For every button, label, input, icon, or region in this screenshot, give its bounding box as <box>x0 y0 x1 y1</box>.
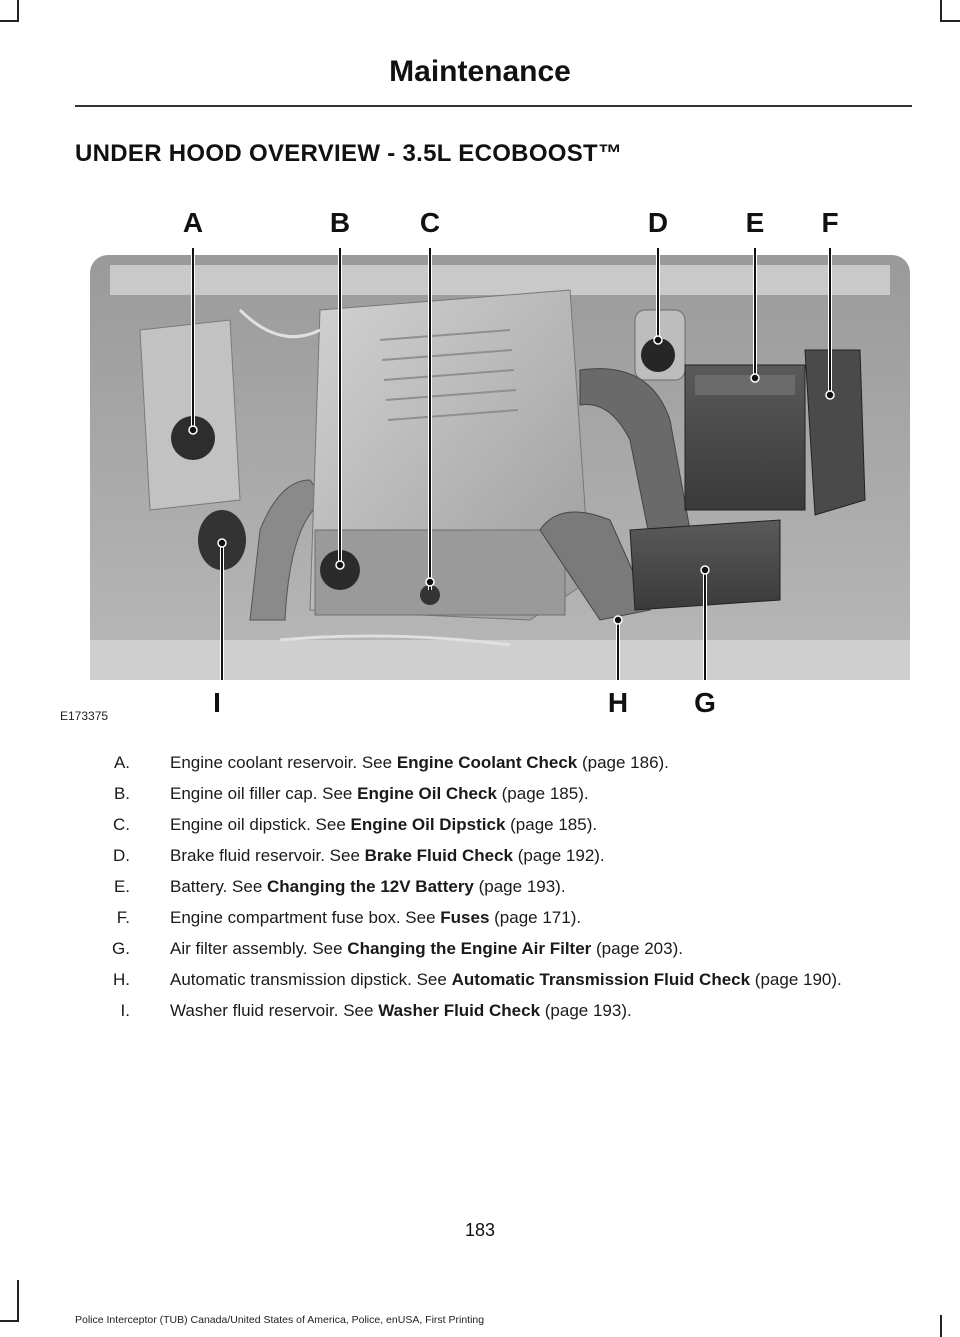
page-heading: UNDER HOOD OVERVIEW - 3.5L ECOBOOST™ <box>75 140 623 167</box>
engine-bay-figure <box>60 200 910 723</box>
legend-description: Brake fluid reservoir. See Brake Fluid Check (page 192). <box>170 846 605 865</box>
cross-reference-link[interactable]: Engine Oil Dipstick <box>350 815 506 834</box>
callout-label: B <box>329 207 351 238</box>
legend-description: Engine compartment fuse box. See Fuses (page 171). <box>170 908 582 927</box>
legend-item <box>75 969 915 991</box>
callout-label: H <box>607 687 629 718</box>
cross-reference-link[interactable]: Brake Fluid Check <box>364 846 513 865</box>
callout-label: D <box>647 207 669 238</box>
cross-reference-link[interactable]: Automatic Transmission Fluid Check <box>451 970 751 989</box>
cross-reference-link[interactable]: Changing the Engine Air Filter <box>347 939 592 958</box>
legend-description: Engine oil filler cap. See Engine Oil Check (page 185). <box>170 784 589 803</box>
cross-reference-link[interactable]: Changing the 12V Battery <box>267 877 474 896</box>
legend-item <box>75 845 915 867</box>
crop-mark <box>17 0 19 22</box>
legend-item <box>75 814 915 836</box>
crop-mark <box>940 1315 942 1337</box>
legend-letter: E. <box>113 877 130 896</box>
legend-letter: B. <box>113 784 130 803</box>
section-title: Maintenance <box>389 55 571 88</box>
legend-letter: F. <box>116 908 130 927</box>
footer-text: Police Interceptor (TUB) Canada/United States of America, Police, enUSA, First Printing <box>75 1314 485 1326</box>
legend-item <box>75 907 915 929</box>
coolant-reservoir <box>140 320 240 510</box>
page-number: 183 <box>464 1220 496 1240</box>
legend-letter: D. <box>113 846 130 865</box>
legend-description: Washer fluid reservoir. See Washer Fluid Check (page 193). <box>170 1001 632 1020</box>
legend-letter: C. <box>113 815 130 834</box>
legend-description: Engine coolant reservoir. See Engine Coolant Check (page 186). <box>170 753 669 772</box>
crop-mark <box>17 1280 19 1320</box>
legend-item <box>75 1000 915 1022</box>
legend-letter: G. <box>112 939 130 958</box>
callout-label: G <box>694 687 716 718</box>
cross-reference-link[interactable]: Engine Oil Check <box>357 784 497 803</box>
legend-description: Engine oil dipstick. See Engine Oil Dipstick (page 185). <box>170 815 598 834</box>
legend-letter: A. <box>113 753 130 772</box>
crop-mark <box>0 20 19 22</box>
header-rule <box>75 105 912 107</box>
callout-label: A <box>182 207 204 238</box>
crop-mark <box>0 1320 19 1322</box>
cross-reference-link[interactable]: Engine Coolant Check <box>396 753 578 772</box>
crop-mark <box>940 20 960 22</box>
legend-letter: I. <box>120 1001 130 1020</box>
figure-id: E173375 <box>60 709 109 723</box>
legend-item <box>75 783 915 805</box>
legend-item <box>75 876 915 898</box>
callout-label: F <box>821 207 839 238</box>
engine-bay-illustration <box>60 200 910 723</box>
crop-mark <box>940 0 942 22</box>
legend-item <box>75 938 915 960</box>
callout-label: C <box>419 207 441 238</box>
legend-description: Automatic transmission dipstick. See Automatic Transmission Fluid Check (page 190). <box>170 970 842 989</box>
legend-item <box>75 752 915 774</box>
callout-label: E <box>745 207 765 238</box>
legend-description: Air filter assembly. See Changing the Engine Air Filter (page 203). <box>170 939 683 958</box>
legend-description: Battery. See Changing the 12V Battery (page 193). <box>170 877 566 896</box>
cross-reference-link[interactable]: Washer Fluid Check <box>378 1001 541 1020</box>
legend-letter: H. <box>113 970 130 989</box>
callout-label: I <box>213 687 221 718</box>
component-legend <box>75 752 915 1031</box>
cross-reference-link[interactable]: Fuses <box>440 908 490 927</box>
fuse-box <box>805 350 865 515</box>
